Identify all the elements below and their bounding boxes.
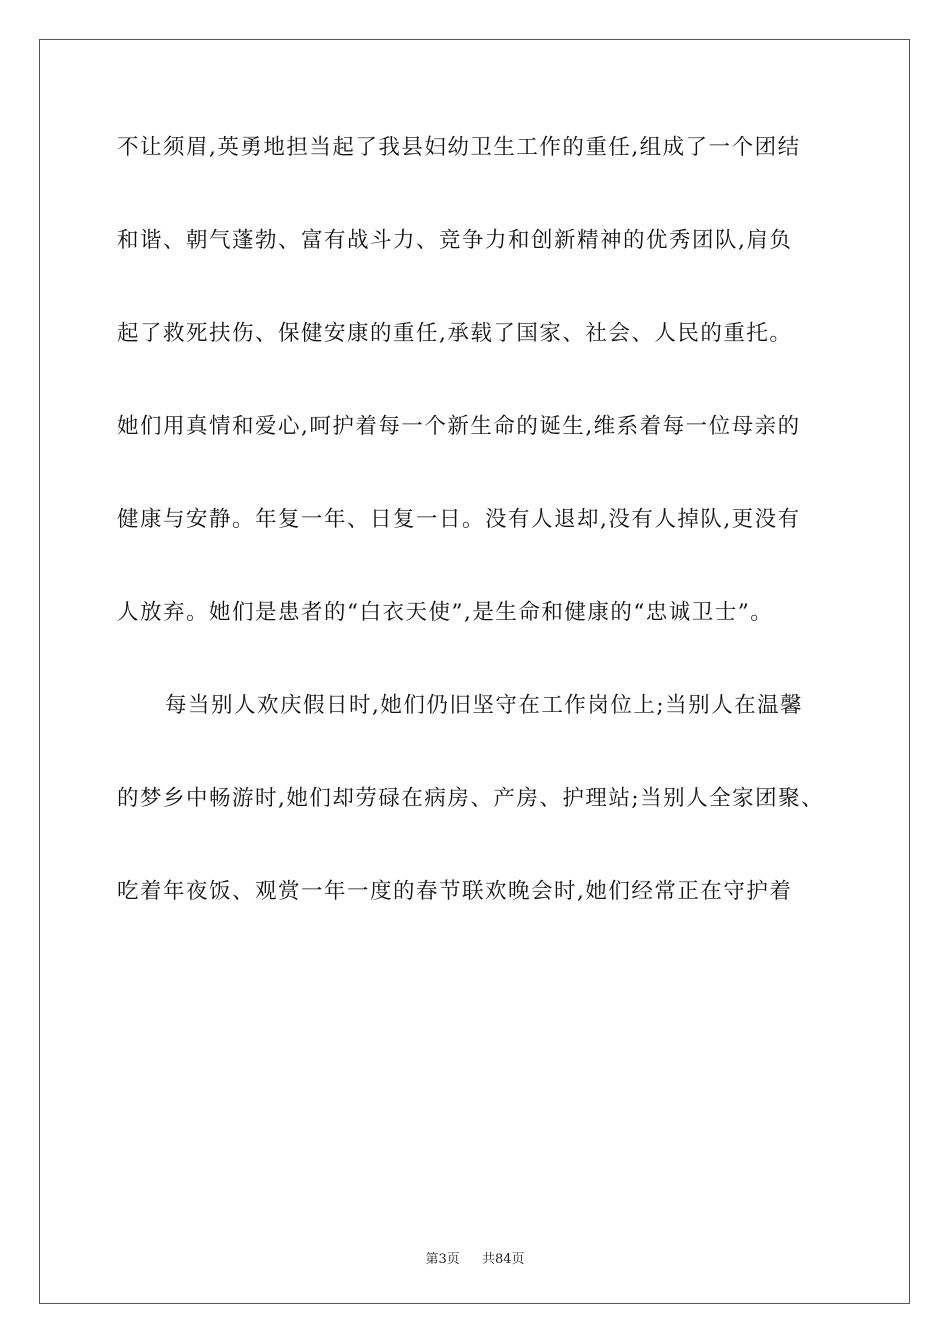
page-footer [0, 1248, 950, 1267]
body-line: 她们用真情和爱心,呵护着每一个新生命的诞生,维系着每一位母亲的 [117, 414, 801, 439]
total-pages: 共84页 [482, 1252, 525, 1267]
paragraph-start-line: 每当别人欢庆假日时,她们仍旧坚守在工作岗位上;当别人在温馨 [165, 693, 804, 718]
body-line: 起了救死扶伤、保健安康的重任,承载了国家、社会、人民的重托。 [117, 321, 793, 346]
body-line: 健康与安静。年复一年、日复一日。没有人退却,没有人掉队,更没有 [117, 507, 801, 532]
body-line: 人放弃。她们是患者的“白衣天使”,是生命和健康的“忠诚卫士”。 [117, 600, 774, 625]
body-line: 的梦乡中畅游时,她们却劳碌在病房、产房、护理站;当别人全家团聚、 [117, 786, 825, 811]
body-line: 吃着年夜饭、观赏一年一度的春节联欢晚会时,她们经常正在守护着 [117, 879, 793, 904]
body-line: 和谐、朝气蓬勃、富有战斗力、竞争力和创新精神的优秀团队,肩负 [117, 228, 793, 253]
page-number: 第3页 [425, 1252, 460, 1267]
document-body [117, 128, 857, 965]
body-line: 不让须眉,英勇地担当起了我县妇幼卫生工作的重任,组成了一个团结 [117, 135, 801, 160]
